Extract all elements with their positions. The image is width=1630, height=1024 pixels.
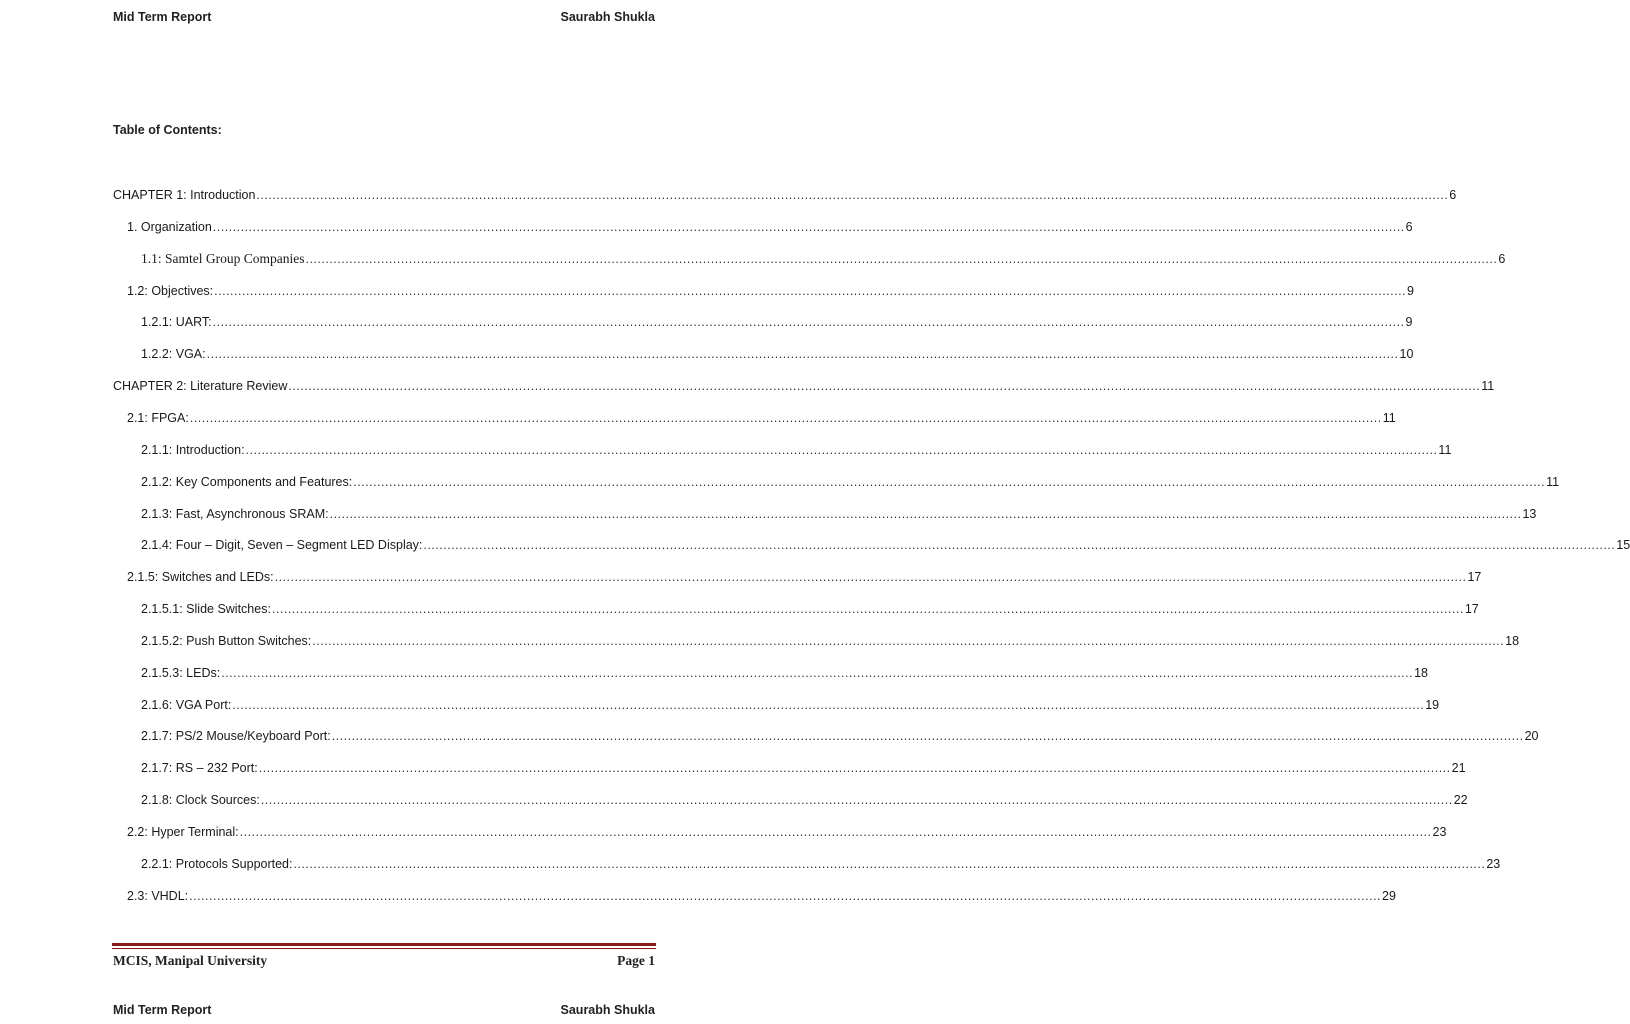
toc-entry-page: 11 xyxy=(1481,379,1495,393)
next-page-header-author: Saurabh Shukla xyxy=(560,1003,655,1017)
toc-entry[interactable] xyxy=(127,219,1413,235)
toc-entry-label: 2.1.1: Introduction: xyxy=(141,443,245,457)
toc-entry-page: 10 xyxy=(1399,347,1414,361)
toc-entry[interactable] xyxy=(141,474,1560,490)
toc-entry-label: 1.2.1: UART: xyxy=(141,315,212,329)
toc-entry[interactable] xyxy=(141,442,1452,458)
toc-leader-dots: ............................................................................................................................................................................................................................................................................................................ xyxy=(305,252,1498,266)
toc-entry[interactable] xyxy=(141,537,1630,553)
toc-entry[interactable] xyxy=(113,378,1495,394)
footer-rule xyxy=(112,943,656,949)
toc-entry-label: 1. Organization xyxy=(127,220,212,234)
toc-entry-page: 23 xyxy=(1486,857,1501,871)
toc-entry-label: 2.1.7: PS/2 Mouse/Keyboard Port: xyxy=(141,729,331,743)
toc-entry[interactable] xyxy=(127,888,1396,904)
toc-entry-page: 17 xyxy=(1464,602,1479,616)
toc-entry[interactable] xyxy=(113,187,1457,203)
toc-entry[interactable] xyxy=(141,665,1428,681)
toc-leader-dots: ............................................................................................................................................................................................................................................................................................................ xyxy=(331,729,1524,743)
toc-leader-dots: ............................................................................................................................................................................................................................................................................................................ xyxy=(239,825,1432,839)
toc-leader-dots: ............................................................................................................................................................................................................................................................................................................ xyxy=(256,188,1449,202)
toc-leader-dots: ............................................................................................................................................................................................................................................................................................................ xyxy=(271,602,1464,616)
toc-entry[interactable] xyxy=(127,283,1414,299)
toc-entry[interactable] xyxy=(127,824,1447,840)
toc-entry[interactable] xyxy=(141,506,1537,522)
toc-leader-dots: ............................................................................................................................................................................................................................................................................................................ xyxy=(206,347,1399,361)
footer-institution: MCIS, Manipal University xyxy=(113,953,268,968)
toc-entry-page: 15 xyxy=(1616,538,1630,552)
toc-entry-label: 2.1.4: Four – Digit, Seven – Segment LED Display: xyxy=(141,538,423,552)
toc-leader-dots: ............................................................................................................................................................................................................................................................................................................ xyxy=(288,379,1481,393)
toc-entry-label: 2.3: VHDL: xyxy=(127,889,189,903)
toc-entry-label: 2.1.5.1: Slide Switches: xyxy=(141,602,271,616)
toc-entry-label: 2.1.5.3: LEDs: xyxy=(141,666,221,680)
toc-entry[interactable] xyxy=(141,314,1413,330)
toc-entry-label: CHAPTER 1: Introduction xyxy=(113,188,256,202)
toc-entry-label: 2.1.5: Switches and LEDs: xyxy=(127,570,274,584)
toc-leader-dots: ............................................................................................................................................................................................................................................................................................................ xyxy=(245,443,1438,457)
toc-title: Table of Contents: xyxy=(113,123,222,137)
toc-leader-dots: ............................................................................................................................................................................................................................................................................................................ xyxy=(353,475,1546,489)
footer-page-number: Page 1 xyxy=(617,953,655,968)
toc-entry-label: CHAPTER 2: Literature Review xyxy=(113,379,288,393)
toc-entry[interactable] xyxy=(141,856,1501,872)
toc-leader-dots: ............................................................................................................................................................................................................................................................................................................ xyxy=(189,889,1382,903)
toc-entry-page: 19 xyxy=(1425,698,1440,712)
toc-entry[interactable] xyxy=(141,728,1539,744)
toc-entry-page: 13 xyxy=(1522,507,1537,521)
toc-entry-label: 2.2.1: Protocols Supported: xyxy=(141,857,293,871)
toc-entry[interactable] xyxy=(127,569,1482,585)
toc-entry-label: 2.1.6: VGA Port: xyxy=(141,698,232,712)
toc-entry-label: 1.2: Objectives: xyxy=(127,284,214,298)
toc-entry-label: 1.2.2: VGA: xyxy=(141,347,206,361)
toc-entry-page: 23 xyxy=(1432,825,1447,839)
toc-entry-page: 22 xyxy=(1453,793,1468,807)
toc-leader-dots: ............................................................................................................................................................................................................................................................................................................ xyxy=(274,570,1467,584)
toc-leader-dots: ............................................................................................................................................................................................................................................................................................................ xyxy=(423,538,1616,552)
toc-entry[interactable] xyxy=(141,760,1466,776)
toc-entry-page: 29 xyxy=(1382,889,1396,903)
toc-leader-dots: ............................................................................................................................................................................................................................................................................................................ xyxy=(189,411,1382,425)
toc-entry-page: 6 xyxy=(1449,188,1457,202)
toc-leader-dots: ............................................................................................................................................................................................................................................................................................................ xyxy=(212,220,1405,234)
toc-entry-page: 9 xyxy=(1405,315,1413,329)
toc-entry-page: 6 xyxy=(1498,252,1506,266)
toc-entry-label: 2.2: Hyper Terminal: xyxy=(127,825,239,839)
toc-leader-dots: ............................................................................................................................................................................................................................................................................................................ xyxy=(232,698,1425,712)
header-author: Saurabh Shukla xyxy=(560,10,655,24)
toc-leader-dots: ............................................................................................................................................................................................................................................................................................................ xyxy=(221,666,1414,680)
header-report-title: Mid Term Report xyxy=(113,10,212,24)
toc-entry-page: 9 xyxy=(1407,284,1414,298)
toc-entry-page: 11 xyxy=(1546,475,1560,489)
toc-entry[interactable] xyxy=(141,601,1479,617)
toc-entry-page: 20 xyxy=(1524,729,1539,743)
toc-entry-page: 18 xyxy=(1505,634,1520,648)
toc-leader-dots: ............................................................................................................................................................................................................................................................................................................ xyxy=(260,793,1453,807)
toc-entry[interactable] xyxy=(141,792,1468,808)
toc-entry[interactable] xyxy=(127,410,1396,426)
toc-leader-dots: ............................................................................................................................................................................................................................................................................................................ xyxy=(258,761,1451,775)
toc-entry-label: 2.1.5.2: Push Button Switches: xyxy=(141,634,312,648)
toc-entry[interactable] xyxy=(141,633,1520,649)
toc-entry-label: 1.1: Samtel Group Companies xyxy=(141,251,305,266)
toc-leader-dots: ............................................................................................................................................................................................................................................................................................................ xyxy=(214,284,1407,298)
next-page-header-report-title: Mid Term Report xyxy=(113,1003,212,1017)
toc-entry-page: 21 xyxy=(1451,761,1466,775)
toc-entry-label: 2.1.3: Fast, Asynchronous SRAM: xyxy=(141,507,329,521)
toc-entry-label: 2.1.8: Clock Sources: xyxy=(141,793,260,807)
toc-leader-dots: ............................................................................................................................................................................................................................................................................................................ xyxy=(312,634,1505,648)
toc-entry-label: 2.1: FPGA: xyxy=(127,411,189,425)
toc-entry-label: 2.1.2: Key Components and Features: xyxy=(141,475,353,489)
toc-entry-page: 6 xyxy=(1405,220,1413,234)
toc-entry[interactable] xyxy=(141,697,1440,713)
toc-entry-page: 18 xyxy=(1414,666,1428,680)
toc-entry-page: 11 xyxy=(1382,411,1396,425)
toc-leader-dots: ............................................................................................................................................................................................................................................................................................................ xyxy=(293,857,1486,871)
toc-leader-dots: ............................................................................................................................................................................................................................................................................................................ xyxy=(212,315,1405,329)
toc-entry-page: 17 xyxy=(1467,570,1482,584)
toc-entry[interactable] xyxy=(141,346,1414,362)
toc-entry[interactable] xyxy=(141,251,1506,267)
toc-entry-page: 11 xyxy=(1438,443,1452,457)
toc-entry-label: 2.1.7: RS – 232 Port: xyxy=(141,761,258,775)
toc-leader-dots: ............................................................................................................................................................................................................................................................................................................ xyxy=(329,507,1522,521)
